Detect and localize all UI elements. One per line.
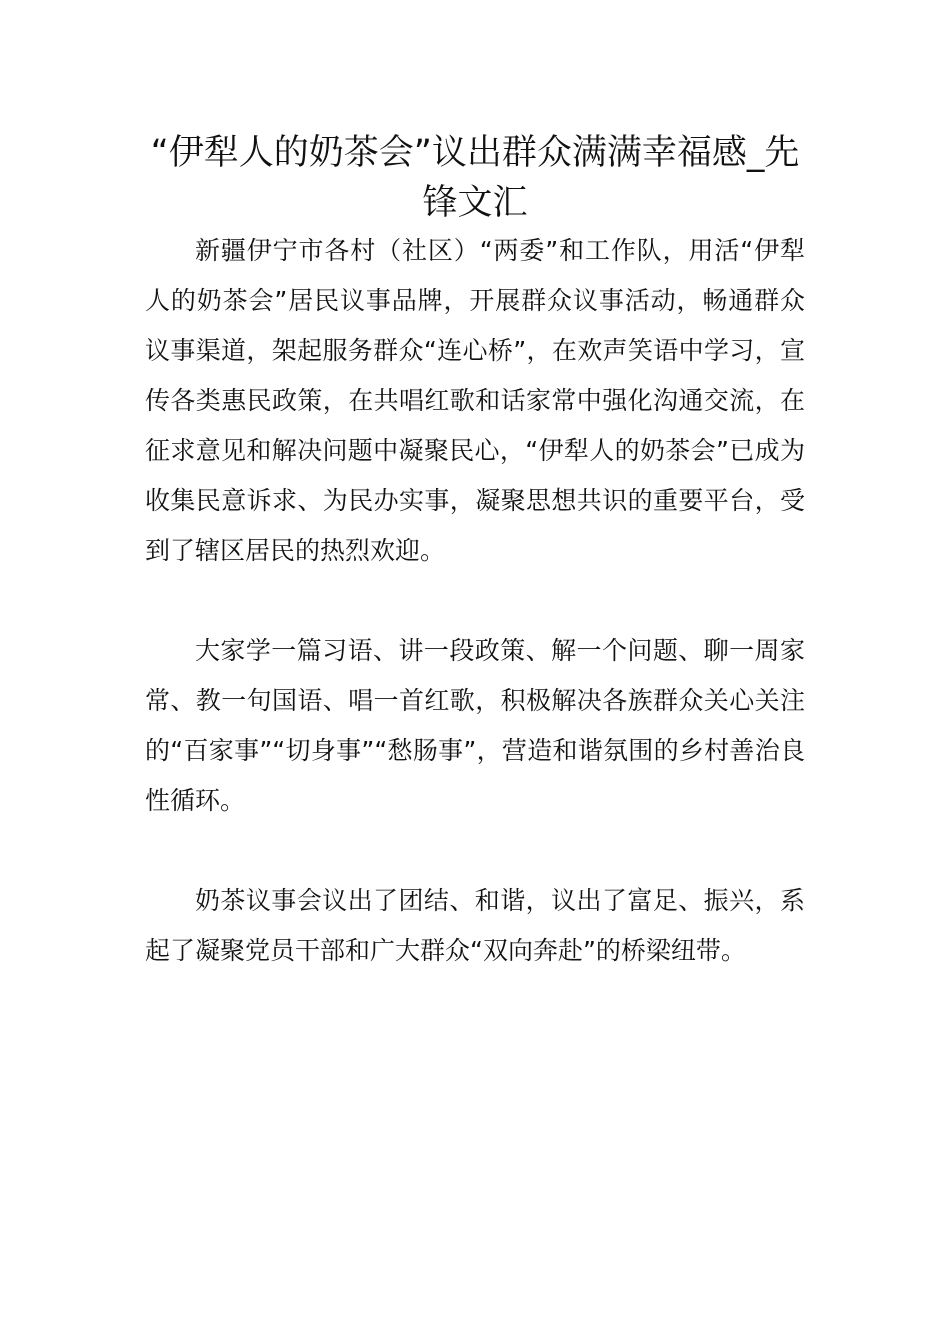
document-title: “伊犁人的奶茶会”议出群众满满幸福感_先锋文汇 <box>150 133 800 223</box>
paragraph-2: 大家学一篇习语、讲一段政策、解一个问题、聊一周家常、教一句国语、唱一首红歌，积极解决各族群众关心关注的“百家事”“切身事”“愁肠事”，营造和谐氛围的乡村善治良性循环。 <box>145 636 805 815</box>
document-body <box>145 226 805 976</box>
paragraph-3: 奶茶议事会议出了团结、和谐，议出了富足、振兴，系起了凝聚党员干部和广大群众“双向奔赴”的桥梁纽带。 <box>145 886 805 965</box>
paragraph-1: 新疆伊宁市各村（社区）“两委”和工作队，用活“伊犁人的奶茶会”居民议事品牌，开展群众议事活动，畅通群众议事渠道，架起服务群众“连心桥”，在欢声笑语中学习，宣传各类惠民政策，在共唱红歌和话家常中强化沟通交流，在征求意见和解决问题中凝聚民心，“伊犁人的奶茶会”已成为收集民意诉求、为民办实事，凝聚思想共识的重要平台，受到了辖区居民的热烈欢迎。 <box>145 236 805 565</box>
